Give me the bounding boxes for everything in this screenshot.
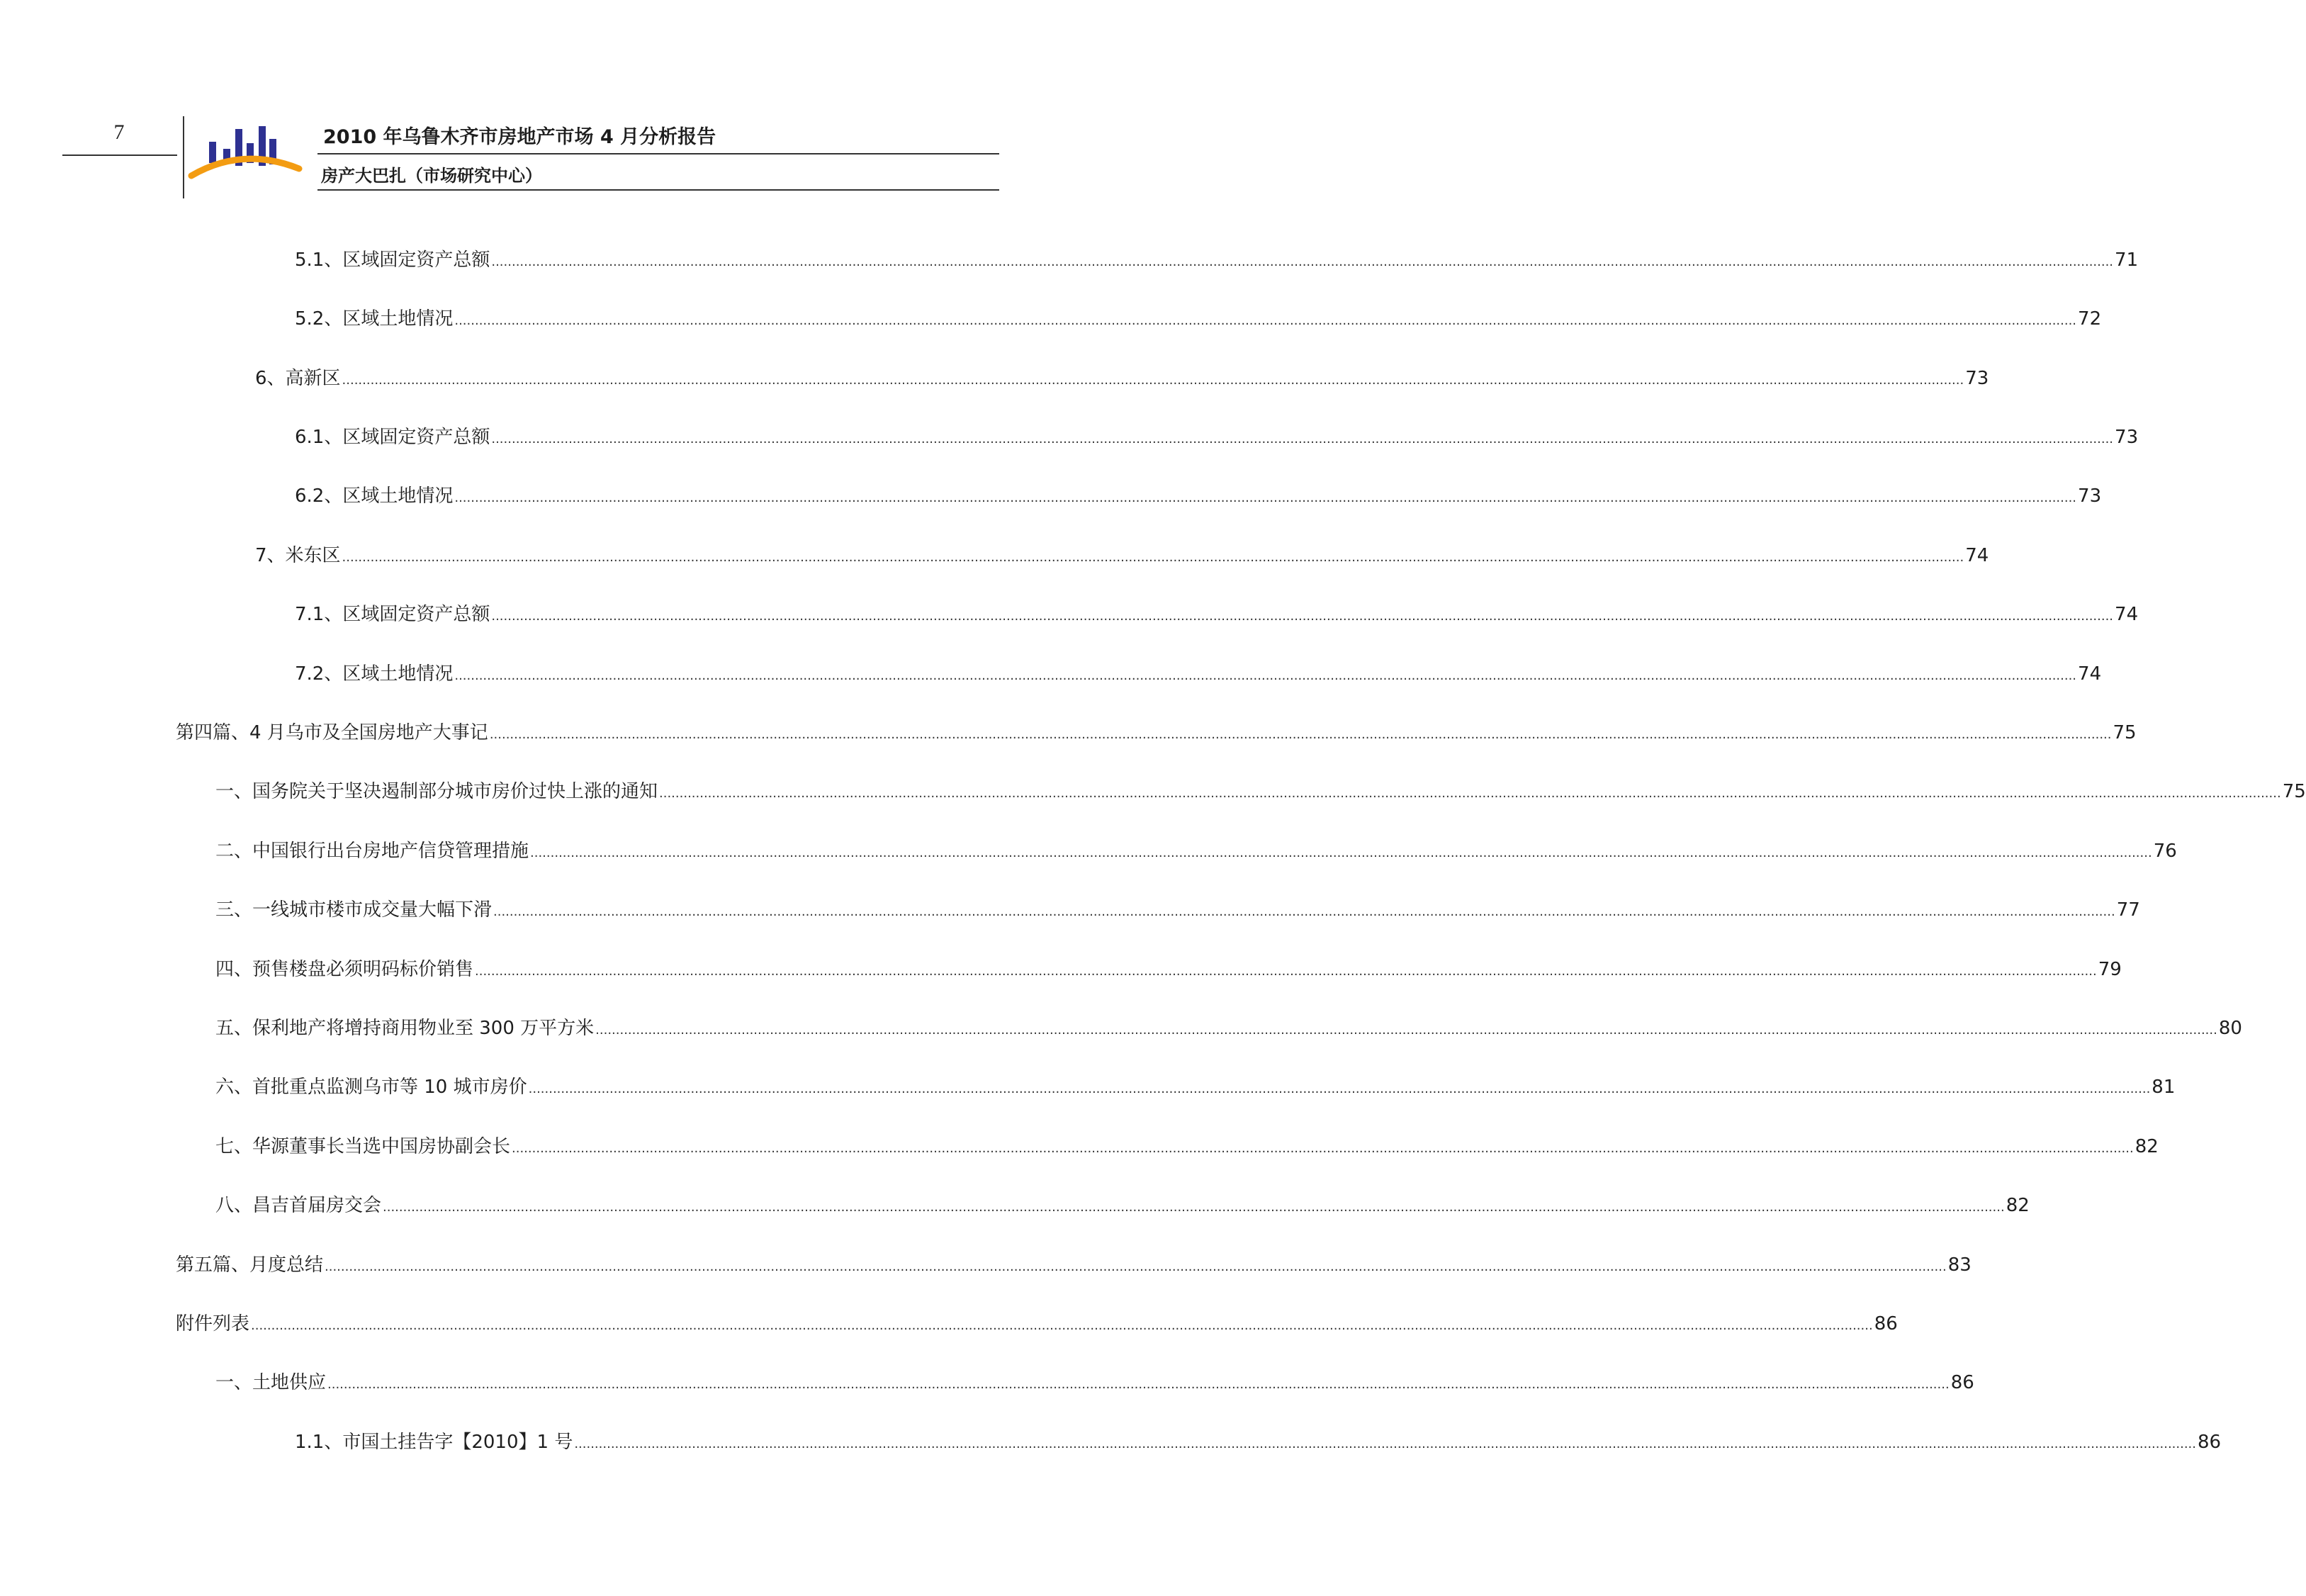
toc-entry-page: 86 — [1950, 1372, 1974, 1393]
toc-entry[interactable] — [215, 1132, 2159, 1160]
toc-entry-label: 附件列表 — [176, 1313, 250, 1334]
toc-entry-label: 二、中国银行出台房地产信贷管理措施 — [215, 841, 529, 862]
toc-entry[interactable] — [215, 895, 2140, 923]
toc-leader: ................................................................................................................................................................................................................................................................................................................................................................................................................ — [327, 1377, 1950, 1392]
toc-entry-page: 77 — [2116, 899, 2140, 921]
toc-entry-label: 7.1、区域固定资产总额 — [295, 604, 490, 625]
toc-entry-page: 75 — [2282, 781, 2306, 802]
toc-entry-page: 86 — [2198, 1432, 2222, 1453]
toc-entry-label: 6、高新区 — [255, 368, 341, 389]
report-title: 2010 年乌鲁木齐市房地产市场 4 月分析报告 — [323, 126, 716, 148]
toc-leader: ................................................................................................................................................................................................................................................................................................................................................................................................................ — [342, 373, 1964, 388]
toc-entry-label: 6.1、区域固定资产总额 — [295, 427, 490, 448]
toc-leader: ................................................................................................................................................................................................................................................................................................................................................................................................................ — [659, 786, 2281, 801]
toc-entry[interactable] — [215, 955, 2122, 983]
toc-entry-page: 79 — [2098, 959, 2122, 980]
toc-entry-label: 八、昌吉首届房交会 — [215, 1195, 382, 1216]
toc-entry-page: 73 — [1965, 368, 1989, 389]
toc-leader: ................................................................................................................................................................................................................................................................................................................................................................................................................ — [475, 964, 2097, 979]
toc-entry-label: 三、一线城市楼市成交量大幅下滑 — [215, 899, 493, 921]
toc-entry[interactable] — [215, 836, 2177, 865]
page-number: 7 — [113, 120, 125, 144]
toc-leader: ................................................................................................................................................................................................................................................................................................................................................................................................................ — [454, 668, 2077, 683]
toc-entry-page: 86 — [1874, 1313, 1898, 1334]
toc-entry[interactable] — [295, 245, 2139, 274]
toc-entry-page: 81 — [2152, 1077, 2176, 1098]
toc-entry-label: 1.1、市国土挂告字【2010】1 号 — [295, 1432, 573, 1453]
toc-entry-label: 一、土地供应 — [215, 1372, 327, 1393]
toc-entry-label: 一、国务院关于坚决遏制部分城市房价过快上涨的通知 — [215, 781, 658, 802]
toc-entry-page: 73 — [2078, 485, 2102, 507]
toc-entry-label: 四、预售楼盘必须明码标价销售 — [215, 959, 474, 980]
toc-entry-page: 71 — [2115, 249, 2139, 271]
toc-entry[interactable] — [215, 1072, 2176, 1101]
toc-entry-page: 82 — [2135, 1136, 2159, 1157]
toc-leader: ................................................................................................................................................................................................................................................................................................................................................................................................................ — [491, 609, 2114, 624]
toc-leader: ................................................................................................................................................................................................................................................................................................................................................................................................................ — [489, 727, 2112, 742]
toc-entry[interactable] — [295, 481, 2102, 510]
toc-entry-page: 74 — [1965, 545, 1989, 566]
toc-entry-label: 7、米东区 — [255, 545, 341, 566]
toc-leader: ................................................................................................................................................................................................................................................................................................................................................................................................................ — [493, 904, 2115, 919]
toc-entry-page: 76 — [2153, 841, 2177, 862]
toc-entry-label: 6.2、区域土地情况 — [295, 485, 454, 507]
toc-leader: ................................................................................................................................................................................................................................................................................................................................................................................................................ — [325, 1259, 1947, 1274]
toc-leader: ................................................................................................................................................................................................................................................................................................................................................................................................................ — [383, 1200, 2005, 1215]
toc-entry[interactable] — [295, 422, 2139, 451]
toc-entry-page: 74 — [2115, 604, 2139, 625]
toc-entry[interactable] — [255, 541, 1989, 569]
toc-leader: ................................................................................................................................................................................................................................................................................................................................................................................................................ — [454, 490, 2077, 505]
toc-entry[interactable] — [255, 364, 1989, 392]
toc-entry-page: 80 — [2218, 1018, 2242, 1039]
toc-entry[interactable] — [295, 600, 2139, 628]
toc-entry-label: 5.2、区域土地情况 — [295, 308, 454, 330]
toc-leader: ................................................................................................................................................................................................................................................................................................................................................................................................................ — [574, 1437, 2196, 1451]
toc-leader: ................................................................................................................................................................................................................................................................................................................................................................................................................ — [512, 1141, 2134, 1156]
toc-entry[interactable] — [295, 1427, 2222, 1456]
toc-leader: ................................................................................................................................................................................................................................................................................................................................................................................................................ — [595, 1023, 2217, 1038]
toc-entry[interactable] — [215, 777, 2306, 805]
toc-entry-label: 5.1、区域固定资产总额 — [295, 249, 490, 271]
toc-leader: ................................................................................................................................................................................................................................................................................................................................................................................................................ — [530, 845, 2152, 860]
toc-leader: ................................................................................................................................................................................................................................................................................................................................................................................................................ — [342, 550, 1964, 565]
toc-leader: ................................................................................................................................................................................................................................................................................................................................................................................................................ — [454, 313, 2077, 328]
toc-entry[interactable] — [295, 659, 2102, 687]
toc-leader: ................................................................................................................................................................................................................................................................................................................................................................................................................ — [491, 254, 2114, 269]
toc-entry-label: 七、华源董事长当选中国房协副会长 — [215, 1136, 511, 1157]
toc-entry-page: 82 — [2006, 1195, 2030, 1216]
toc-leader: ................................................................................................................................................................................................................................................................................................................................................................................................................ — [251, 1318, 1873, 1333]
toc-entry-page: 74 — [2078, 663, 2102, 685]
toc-entry-label: 六、首批重点监测乌市等 10 城市房价 — [215, 1077, 527, 1098]
toc-entry-label: 第五篇、月度总结 — [176, 1254, 324, 1276]
toc-entry[interactable] — [215, 1013, 2242, 1042]
toc-entry-label: 7.2、区域土地情况 — [295, 663, 454, 685]
toc-entry-label: 五、保利地产将增持商用物业至 300 万平方米 — [215, 1018, 595, 1039]
toc-entry[interactable] — [215, 1191, 2030, 1219]
toc-entry[interactable] — [176, 1309, 1898, 1337]
toc-entry-page: 73 — [2115, 427, 2139, 448]
toc-entry[interactable] — [176, 718, 2137, 746]
toc-entry[interactable] — [295, 304, 2102, 332]
toc-leader: ................................................................................................................................................................................................................................................................................................................................................................................................................ — [528, 1081, 2151, 1096]
toc-entry-page: 72 — [2078, 308, 2102, 330]
toc-entry[interactable] — [215, 1368, 1974, 1396]
toc-entry-page: 75 — [2113, 722, 2137, 743]
toc-leader: ................................................................................................................................................................................................................................................................................................................................................................................................................ — [491, 432, 2114, 446]
toc-entry-label: 第四篇、4 月乌市及全国房地产大事记 — [176, 722, 488, 743]
toc-entry-page: 83 — [1947, 1254, 1972, 1276]
toc-entry[interactable] — [176, 1250, 1972, 1279]
report-subtitle: 房产大巴扎（市场研究中心） — [321, 166, 542, 186]
